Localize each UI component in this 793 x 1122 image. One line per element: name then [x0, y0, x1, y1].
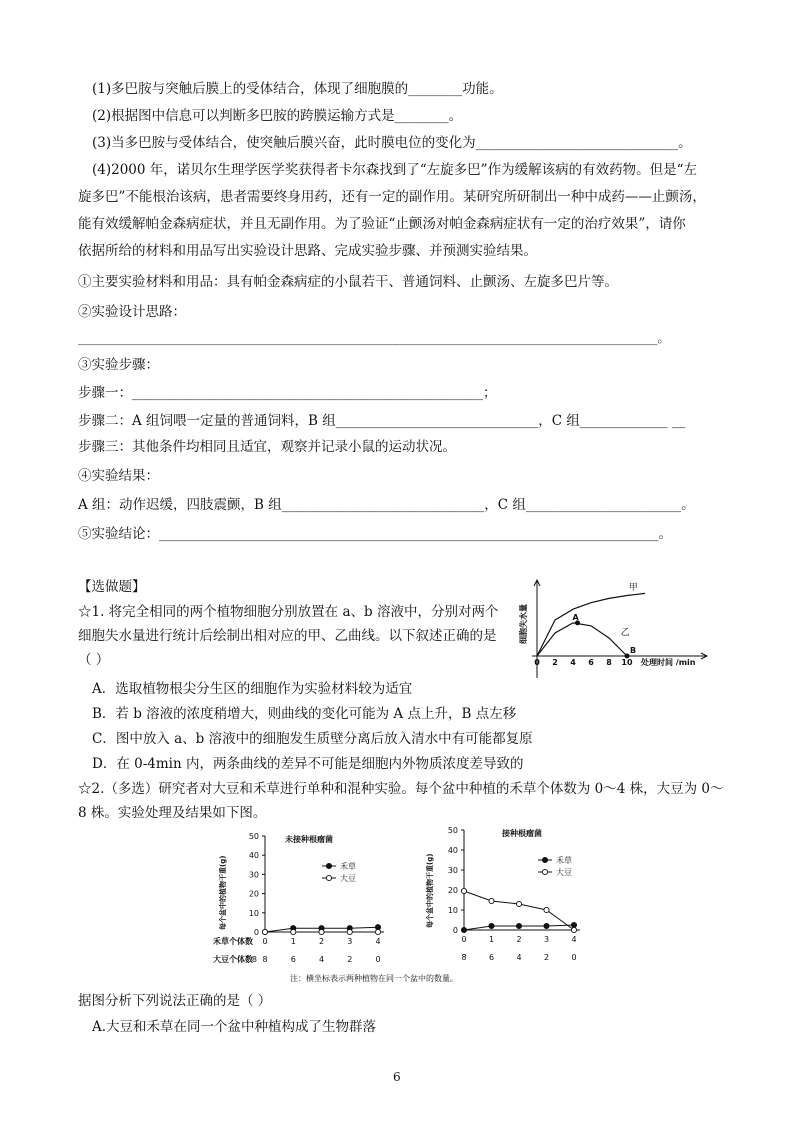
y-axis-label: 每个盆中的植物干重(g)	[219, 855, 227, 930]
y-tick-label: 20	[248, 889, 259, 899]
design-blank: ____________________________________________________________________________________________。	[78, 330, 670, 345]
y-tick-label: 50	[248, 832, 259, 841]
soybean-point	[461, 888, 466, 893]
step-1: 步骤一：____________________________________________________；	[78, 385, 497, 401]
step-2: 步骤二：A 组饲喂一定量的普通饲料，B 组______________________________，C 组_____________ __	[78, 413, 686, 429]
series-jia-line	[537, 593, 645, 656]
grass-point	[544, 923, 549, 928]
y-tick-label: 30	[248, 870, 259, 880]
x-tick-label: 6	[588, 658, 594, 667]
xz-q1-paren: （ ）	[78, 652, 110, 668]
soybean-point	[375, 929, 380, 934]
q4-line3: 能有效缓解帕金森病症状，并且无副作用。为了验证“止颤汤对帕金森病症状有一定的治疗效果”，请你	[78, 216, 686, 232]
results-label: ④实验结果：	[78, 468, 159, 484]
grass-point	[461, 927, 466, 932]
legend-label: 禾草	[340, 862, 356, 871]
x-tick-label: 2	[552, 658, 558, 667]
y-tick-label: 0	[253, 928, 259, 937]
results-text: A 组：动作迟缓，四肢震颤，B 组______________________________，C 组_______________________。	[78, 497, 695, 513]
x-tick-label-grass: 0	[262, 937, 268, 946]
y-tick-label: 40	[248, 851, 259, 861]
chart-title: 未接种根瘤菌	[285, 835, 333, 844]
legend-marker	[326, 875, 331, 880]
legend-marker	[542, 857, 547, 862]
x-tick-label: 0	[534, 658, 540, 667]
xz-q1-option-b: B．若 b 溶液的浓度稍增大，则曲线的变化可能为 A 点上升，B 点左移	[92, 706, 517, 722]
grass-point	[571, 922, 576, 927]
x-tick-label: 8	[606, 658, 612, 667]
series-label: 甲	[628, 582, 638, 593]
grass-point	[516, 923, 521, 928]
soybean-point	[291, 929, 296, 934]
q1-text: (1)多巴胺与突触后膜上的受体结合，体现了细胞膜的________功能。	[92, 81, 503, 97]
inoculated-chart	[420, 822, 600, 972]
x-tick-label-grass: 2	[318, 937, 325, 946]
xz-q1-line1: ☆1. 将完全相同的两个植物细胞分别放置在 a、b 溶液中，分别对两个	[78, 604, 499, 620]
y-axis-label: 细胞失水量	[519, 604, 528, 644]
legend-label: 大豆	[340, 874, 356, 883]
point-label: B	[630, 646, 637, 655]
q4-line2: 旋多巴”不能根治该病，患者需要终身用药，还有一定的副作用。某研究所研制出一种中成药——止颤汤，	[78, 189, 706, 205]
x-tick-label-soy: 4	[516, 953, 522, 962]
x-tick-label: 4	[570, 658, 576, 667]
y-tick-label: 40	[447, 846, 458, 855]
x-tick-label-soy: 8	[461, 953, 467, 962]
x-tick-label-grass: 1	[290, 937, 296, 946]
soybean-point	[489, 898, 494, 903]
x-tick-label-grass: 3	[543, 935, 550, 944]
soybean-point	[347, 929, 352, 934]
soybean-point	[516, 901, 521, 906]
xz-q1-option-c: C．图中放入 a、b 溶液中的细胞发生质壁分离后放入清水中有可能都复原	[92, 731, 533, 747]
xz-q2-option-a: A.大豆和禾草在同一个盆中种植构成了生物群落	[92, 1019, 377, 1035]
q4-line4: 依据所给的材料和用品写出实验设计思路、完成实验步骤、并预测实验结果。	[78, 243, 537, 259]
design-label: ②实验设计思路：	[78, 304, 186, 320]
soybean-point	[571, 927, 576, 932]
steps-label: ③实验步骤：	[78, 357, 159, 373]
legend-marker	[542, 869, 547, 874]
legend-label: 禾草	[556, 856, 572, 865]
chart-note: 注：横坐标表示两种植物在同一个盆中的数量。	[290, 974, 458, 983]
x-tick-label-soy: 6	[488, 953, 495, 962]
conclusion-text: ⑤实验结论：__________________________________________________________________________。	[78, 526, 672, 542]
chart-title: 接种根瘤菌	[502, 829, 542, 838]
optional-header: 【选做题】	[78, 579, 146, 595]
row-label-grass: 禾草个体数	[213, 937, 253, 946]
y-tick-label: 30	[447, 866, 458, 875]
x-tick-label-grass: 1	[488, 935, 495, 944]
x-tick-label-soy: 8	[262, 955, 268, 964]
x-tick-label-soy: 2	[347, 955, 353, 964]
x-tick-label-soy: 4	[318, 955, 325, 964]
legend-marker	[326, 863, 331, 868]
x-tick-label-soy: 2	[543, 953, 550, 962]
series-label: 乙	[620, 628, 630, 639]
page-number: 6	[393, 1070, 401, 1084]
point-b	[625, 654, 629, 658]
uninoculated-chart	[205, 828, 390, 973]
x-tick-label-grass: 4	[375, 937, 381, 946]
y-tick-label: 20	[447, 886, 458, 895]
x-tick-label: 10	[621, 658, 633, 667]
soybean-point	[319, 929, 324, 934]
x-axis-label: 处理时间 /min	[641, 658, 696, 667]
x-tick-label-grass: 0	[461, 935, 467, 944]
water-loss-chart	[512, 578, 712, 686]
y-tick-label: 0	[452, 926, 458, 935]
y-tick-label: 10	[248, 908, 259, 918]
materials-text: ①主要实验材料和用品：具有帕金森病症的小鼠若干、普通饲料、止颤汤、左旋多巴片等。	[78, 274, 618, 290]
q3-text: (3)当多巴胺与受体结合，使突触后膜兴奋，此时膜电位的变化为______________________________。	[92, 135, 692, 151]
row-label-soy: 大豆个体数	[213, 955, 253, 964]
q4-line1: (4)2000 年，诺贝尔生理学医学奖获得者卡尔森找到了“左旋多巴”作为缓解该病的有效药物。但是“左	[92, 162, 697, 178]
x-tick-label-soy: 8	[251, 955, 257, 964]
step-3: 步骤三：其他条件均相同且适宜，观察并记录小鼠的运动状况。	[78, 439, 456, 455]
grass-point	[489, 923, 494, 928]
xz-q2-line1: ☆2.（多选）研究者对大豆和禾草进行单种和混种实验。每个盆中种植的禾草个体数为 0～4 株，大豆为 0～	[78, 781, 724, 797]
soybean-point	[262, 929, 267, 934]
xz-q2-question: 据图分析下列说法正确的是（ ）	[78, 993, 272, 1009]
xz-q2-line2: 8 株。实验处理及结果如下图。	[78, 805, 267, 821]
point-label: A	[572, 612, 579, 622]
x-tick-label-soy: 0	[375, 955, 381, 964]
x-tick-label-grass: 3	[347, 937, 353, 946]
legend-label: 大豆	[556, 868, 572, 877]
x-tick-label-soy: 6	[290, 955, 296, 964]
soybean-point	[544, 907, 549, 912]
y-tick-label: 10	[447, 906, 458, 915]
xz-q1-line2: 细胞失水量进行统计后绘制出相对应的甲、乙曲线。以下叙述正确的是	[78, 628, 497, 644]
x-tick-label-grass: 2	[516, 935, 522, 944]
y-axis-label: 每个盆中的植物干重(g)	[426, 853, 434, 928]
y-tick-label: 50	[447, 826, 458, 835]
xz-q1-option-a: A．选取植物根尖分生区的细胞作为实验材料较为适宜	[92, 681, 413, 697]
x-tick-label-soy: 0	[571, 953, 577, 962]
xz-q1-option-d: D．在 0-4min 内，两条曲线的差异不可能是细胞内外物质浓度差导致的	[92, 756, 524, 772]
q2-text: (2)根据图中信息可以判断多巴胺的跨膜运输方式是________。	[92, 108, 463, 124]
x-tick-label-grass: 4	[571, 935, 577, 944]
